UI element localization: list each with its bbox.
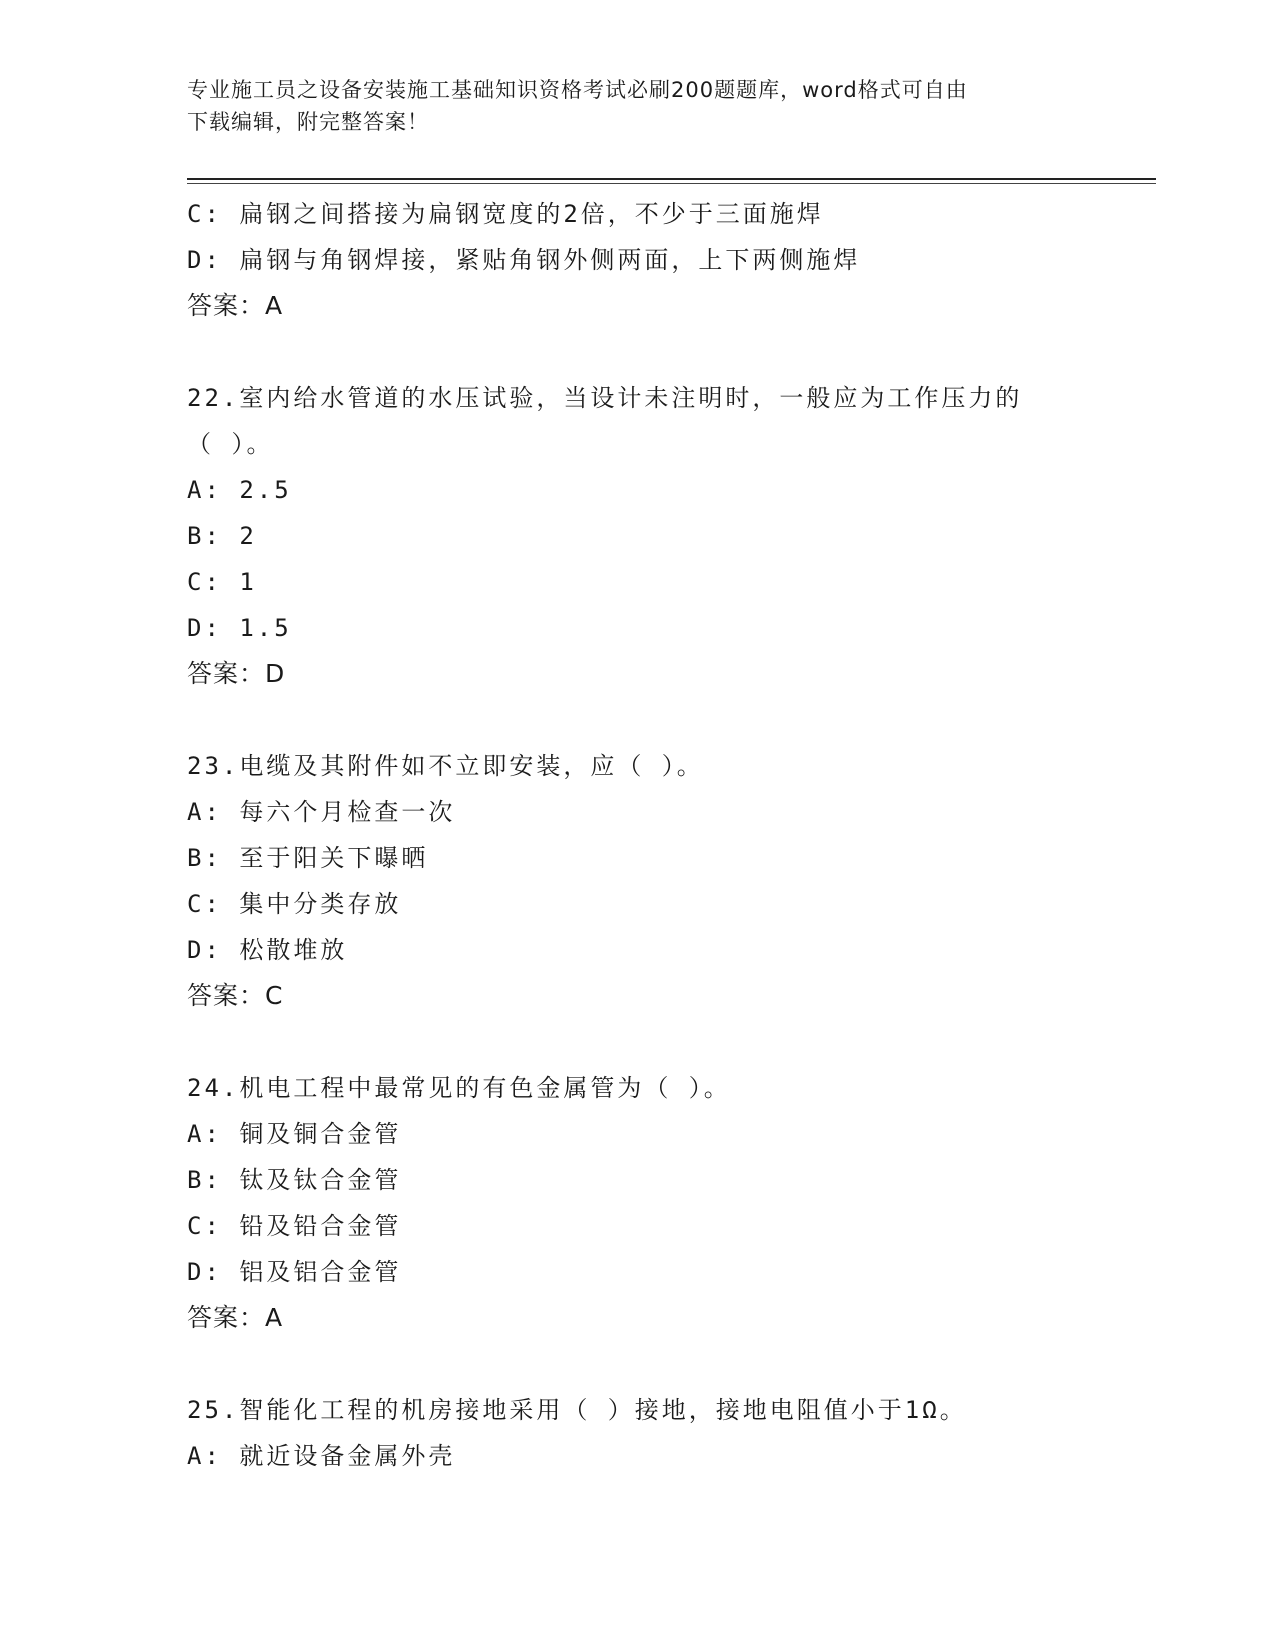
option-d: D: 松散堆放	[187, 936, 348, 964]
question-spacer	[187, 329, 1156, 375]
question-spacer	[187, 1341, 1156, 1387]
question-24	[187, 1065, 1156, 1341]
question-22	[187, 375, 1156, 697]
question-spacer	[187, 697, 1156, 743]
option-d: D: 1.5	[187, 614, 292, 642]
question-21-continued	[187, 191, 1156, 329]
option-d: D: 扁钢与角钢焊接，紧贴角钢外侧两面，上下两侧施焊	[187, 246, 861, 274]
header-title-line-1: 专业施工员之设备安装施工基础知识资格考试必刷200题题库，word格式可自由	[187, 78, 968, 102]
question-stem: 23.电缆及其附件如不立即安装，应（ ）。	[187, 752, 704, 780]
option-c: C: 铅及铅合金管	[187, 1212, 402, 1240]
option-c: C: 扁钢之间搭接为扁钢宽度的2倍，不少于三面施焊	[187, 200, 824, 228]
option-b: B: 2	[187, 522, 257, 550]
question-25	[187, 1387, 1156, 1479]
option-a: A: 就近设备金属外壳	[187, 1442, 456, 1470]
answer: 答案：C	[187, 981, 284, 1010]
question-stem: 25.智能化工程的机房接地采用（ ）接地，接地电阻值小于1Ω。	[187, 1396, 967, 1424]
option-b: B: 至于阳关下曝晒	[187, 844, 429, 872]
option-a: A: 每六个月检查一次	[187, 798, 456, 826]
answer: 答案：A	[187, 1303, 284, 1332]
answer: 答案：D	[187, 659, 286, 688]
question-stem: 24.机电工程中最常见的有色金属管为（ ）。	[187, 1074, 731, 1102]
option-c: C: 1	[187, 568, 257, 596]
answer: 答案：A	[187, 291, 284, 320]
header-divider-thin	[187, 183, 1156, 184]
header-divider-thick	[187, 178, 1156, 180]
question-stem-continued: （ ）。	[187, 430, 274, 458]
question-spacer	[187, 1019, 1156, 1065]
option-a: A: 铜及铜合金管	[187, 1120, 402, 1148]
question-list	[187, 191, 1156, 1479]
option-c: C: 集中分类存放	[187, 890, 402, 918]
option-a: A: 2.5	[187, 476, 292, 504]
question-stem: 22.室内给水管道的水压试验，当设计未注明时，一般应为工作压力的	[187, 384, 1023, 412]
option-b: B: 钛及钛合金管	[187, 1166, 402, 1194]
question-23	[187, 743, 1156, 1019]
option-d: D: 铝及铝合金管	[187, 1258, 402, 1286]
document-header	[187, 74, 1067, 138]
header-title-line-2: 下载编辑，附完整答案！	[187, 110, 429, 134]
